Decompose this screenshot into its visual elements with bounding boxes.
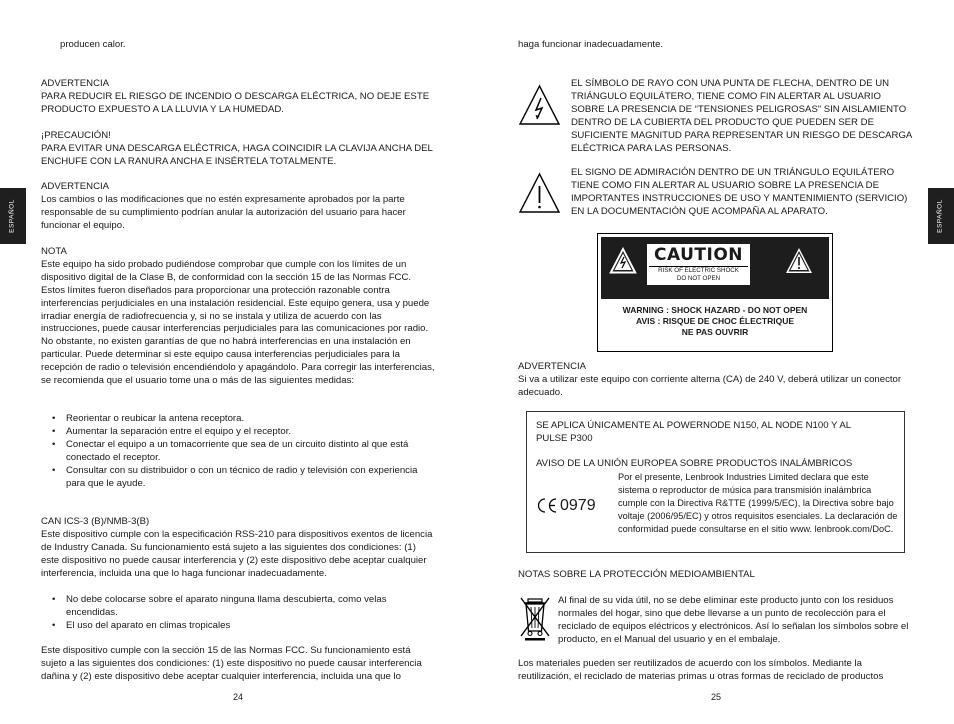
intro-tail-text: haga funcionar inadecuadamente. bbox=[518, 39, 664, 50]
lightning-triangle-icon bbox=[609, 247, 637, 275]
language-tab-label: ESPAÑOL bbox=[8, 199, 16, 233]
lightning-triangle-icon bbox=[518, 84, 561, 127]
caution-title: CAUTION bbox=[653, 245, 743, 265]
crossed-bin-icon bbox=[518, 595, 552, 641]
caution-sub-line: RISK OF ELECTRIC SHOCK bbox=[658, 267, 739, 274]
list-item: • Consultar con su distribuidor o con un técnico de radio y televisión con experiencia para que le ayude. bbox=[41, 465, 435, 491]
exclamation-triangle-icon bbox=[785, 247, 813, 275]
ce-mark bbox=[536, 496, 606, 516]
intro-tail bbox=[41, 39, 435, 52]
eu-notice-box bbox=[526, 411, 905, 553]
section-heading: ADVERTENCIA bbox=[41, 181, 110, 192]
caution-label bbox=[597, 233, 833, 352]
section-body: Este equipo ha sido probado pudiéndose comprobar que cumple con los límites de un dispositivo digital de la Clase B, de conformidad con la sección 15 de las Normas FCC. Estos límites fueron diseñados para proporcionar una protección razonable contra interferencias perjudiciales en una instalación residencial. Este equipo genera, usa y puede irradiar energía de radiofrecuencia y, si no se instala y utiliza de acuerdo con las instrucciones, puede causar interferencias perjudiciales para las comunicaciones por radio. No obstante, no existen garantías de que no habrá interferencias en una instalación en particular. Puede determinar si este equipo causa interferencias perjudiciales para la recepción de radio o televisión encendiéndolo y apagándolo. Para corregir las interferencias, se recomienda que el usuario tome una o más de las siguientes medidas: bbox=[41, 258, 435, 387]
list-item: • Reorientar o reubicar la antena receptora. bbox=[41, 413, 435, 426]
caution-warning-line: NE PAS OUVRIR bbox=[681, 327, 749, 337]
page-number: 24 bbox=[232, 692, 243, 702]
environment-tail bbox=[518, 658, 914, 684]
caution-sub-line: DO NOT OPEN bbox=[676, 275, 721, 282]
section-note-fcc bbox=[41, 246, 435, 388]
list-item: • Aumentar la separación entre el equipo y el receptor. bbox=[41, 426, 435, 439]
caution-title-box bbox=[647, 244, 750, 285]
caution-warning-line: AVIS : RISQUE DE CHOC ÉLECTRIQUE bbox=[635, 316, 795, 326]
section-warning-240v bbox=[518, 361, 914, 400]
symbol-description: EL SIGNO DE ADMIRACIÓN DENTRO DE UN TRIÁNGULO EQUILÁTERO TIENE COMO FIN ALERTAR AL USUARIO SOBRE LA PRESENCIA DE IMPORTANTES INSTRUCCIONES DE USO Y MANTENIMIENTO (SERVICIO) EN LA DOCUMENTACIÓN QUE ACOMPAÑA AL APARATO. bbox=[571, 167, 908, 217]
section-body: Los cambios o las modificaciones que no estén expresamente aprobados por la parte responsable de su cumplimiento podrían anular la autorización del usuario para hacer funcionar el equipo. bbox=[41, 193, 406, 231]
section-heading: ¡PRECAUCIÓN! bbox=[41, 130, 111, 141]
right-page bbox=[518, 0, 914, 724]
section-warning-fire bbox=[41, 78, 435, 117]
fcc-tail bbox=[41, 645, 435, 684]
note-bullet-list bbox=[41, 413, 435, 490]
environment-tail-text: Los materiales pueden ser reutilizados de acuerdo con los símbolos. Mediante la reutilización, el reciclado de materias primas u otras formas de reciclado de productos bbox=[518, 658, 884, 682]
caution-label-header bbox=[601, 237, 829, 299]
caution-subtitle bbox=[647, 267, 750, 283]
weee-description: Al final de su vida útil, no se debe eliminar este producto junto con los residuos normales del hogar, sino que debe llevarse a un punto de recolección para el reciclado de equipos eléctricos y electrónicos. Así lo señalan los símbolos sobre el producto, en el Manual del usuario y en el embalaje. bbox=[558, 595, 909, 645]
fcc-tail-text: Este dispositivo cumple con la sección 15 de las Normas FCC. Su funcionamiento está sujeto a las siguientes dos condiciones: (1) este dispositivo no puede causar interferencia dañina y (2) este dispositivo debe aceptar cualquier interferencia, incluida una que lo bbox=[41, 645, 422, 682]
section-heading: NOTAS SOBRE LA PROTECCIÓN MEDIOAMBIENTAL bbox=[518, 569, 755, 580]
symbol-description: EL SÍMBOLO DE RAYO CON UNA PUNTA DE FLECHA, DENTRO DE UN TRIÁNGULO EQUILÁTERO, TIENE COMO FIN ALERTAR AL USUARIO SOBRE LA PRESENCIA DE “TENSIONES PELIGROSAS” SIN AISLAMIENTO DENTRO DE LA CUBIERTA DEL PRODUCTO QUE PUEDEN SER DE SUFICIENTE MAGNITUD PARA REPRESENTAR UN RIESGO DE DESCARGA ELÉCTRICA PARA LAS PERSONAS. bbox=[571, 78, 912, 154]
section-warning-modifications bbox=[41, 181, 435, 233]
section-body: Si va a utilizar este equipo con corriente alterna (CA) de 240 V, deberá utilizar un conector adecuado. bbox=[518, 373, 902, 398]
exclamation-triangle-icon bbox=[518, 172, 561, 215]
list-item: • Conectar el equipo a un tomacorriente que sea de un circuito distinto al que está conectado el receptor. bbox=[41, 439, 435, 465]
section-body: PARA EVITAR UNA DESCARGA ELÉCTRICA, HAGA COINCIDIR LA CLAVIJA ANCHA DEL ENCHUFE CON LA RANURA ANCHA E INSÉRTELA TOTALMENTE. bbox=[41, 142, 433, 167]
list-item: • No debe colocarse sobre el aparato ninguna llama descubierta, como velas encendidas. bbox=[41, 594, 435, 620]
page-number: 25 bbox=[710, 692, 721, 702]
language-tab-label: ESPAÑOL bbox=[936, 199, 944, 233]
ce-logo-icon bbox=[536, 497, 558, 514]
section-heading: ADVERTENCIA bbox=[518, 361, 587, 372]
language-tab-left bbox=[0, 188, 26, 244]
section-heading: NOTA bbox=[41, 246, 67, 257]
eu-notice-subheading: AVISO DE LA UNIÓN EUROPEA SOBRE PRODUCTOS INALÁMBRICOS bbox=[536, 458, 853, 469]
intro-tail bbox=[518, 39, 914, 52]
section-body: Este dispositivo cumple con la especificación RSS-210 para dispositivos exentos de licencia de Industry Canada. Su funcionamiento está sujeto a las siguientes dos condiciones: (1) este dispositivo no puede causar interferencia y (2) este dispositivo debe aceptar cualquier interferencia, incluida una que lo haga funcionar inadecuadamente. bbox=[41, 528, 433, 579]
section-ics bbox=[41, 516, 435, 581]
section-caution-plug bbox=[41, 130, 435, 169]
left-page bbox=[41, 0, 435, 724]
symbol-lightning-row bbox=[518, 78, 914, 158]
list-item: • El uso del aparato en climas tropicales bbox=[41, 620, 435, 633]
caution-warning-line: WARNING : SHOCK HAZARD - DO NOT OPEN bbox=[622, 305, 808, 315]
section-heading: ADVERTENCIA bbox=[41, 78, 110, 89]
symbol-exclamation-row bbox=[518, 167, 914, 217]
intro-tail-text: producen calor. bbox=[60, 39, 126, 50]
language-tab-right bbox=[928, 188, 954, 244]
ics-bullet-list bbox=[41, 594, 435, 633]
section-heading: CAN ICS-3 (B)/NMB-3(B) bbox=[41, 516, 150, 527]
eu-notice-body: Por el presente, Lenbrook Industries Limited declara que este sistema o reproductor de música para transmisión inalámbrica cumple con la Directiva R&TTE (1999/5/EC), la Directiva sobre bajo voltaje (2006/95/EC) y otros requisitos esenciales. La declaración de conformidad puede consultarse en el sitio www. lenbrook.com/DoC. bbox=[618, 472, 898, 534]
caution-warning-text bbox=[598, 305, 832, 338]
eu-notice-heading: SE APLICA ÚNICAMENTE AL POWERNODE N150, AL NODE N100 Y AL PULSE P300 bbox=[536, 420, 851, 444]
environment-heading-block bbox=[518, 569, 914, 582]
section-body: PARA REDUCIR EL RIESGO DE INCENDIO O DESCARGA ELÉCTRICA, NO DEJE ESTE PRODUCTO EXPUESTO A LA LLUVIA Y LA HUMEDAD. bbox=[41, 90, 430, 115]
ce-number: 0979 bbox=[560, 497, 596, 514]
